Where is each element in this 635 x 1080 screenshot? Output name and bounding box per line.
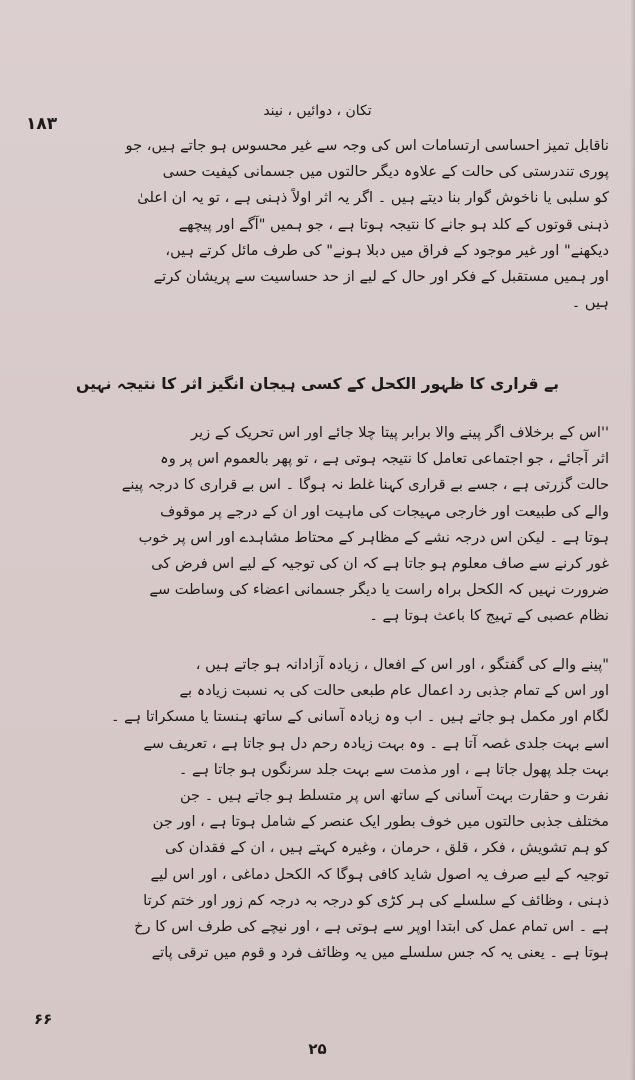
paragraph-3: [26, 652, 609, 966]
footer-left-number: ۶۶: [34, 1010, 53, 1028]
paragraph-2-text: ''اس کے برخلاف اگر پینے والا برابر پیتا چلا جائے اور اس تحریک کے زیر اثر آجائے ، جو اجتماعی تعامل کا نتیجہ ہوتی ہے ، تو پھر بالعموم اس پر وہ حالت گزرتی ہے ، جسے بے قراری کہنا غلط نہ ہوگا ۔ اس بے قراری کا درجہ پینے والے کی طبیعت اور خارجی مہیجات کی ماہیت اور ان کے درجے پر موقوف ہوتا ہے ۔ لیکن اس درجہ نشے کے مظاہر کے محتاط مشاہدے اور اس پر خوب غور کرنے سے صاف معلوم ہو جاتا ہے کہ ان کی توجیہ کے لیے اس فرض کی ضرورت نہیں کہ الکحل براہ راست یا دیگر جسمانی اعضاء کی وساطت سے نظام عصبی کے تہیج کا باعث ہوتا ہے ۔: [121, 424, 609, 625]
page-edge-shadow: [630, 0, 635, 1080]
page-number: ۱۸۳: [26, 114, 58, 134]
paragraph-1-text: ناقابل تمیز احساسی ارتسامات اس کی وجہ سے غیر محسوس ہو جاتے ہیں، جو پوری تندرستی کی حالت کے علاوہ دیگر حالتوں میں جسمانی کیفیت حسی کو سلبی یا ناخوش گوار بنا دیتے ہیں ۔ اگر یہ اثر اولاً ذہنی ہے ، تو یہ ان اعلیٰ ذہنی قوتوں کے کلد ہو جانے کا نتیجہ ہوتا ہے ، جو ہمیں "آگے اور پیچھے دیکھنے" اور غیر موجود کے فراق میں دبلا ہونے" کی طرف مائل کرتے ہیں، اور ہمیں مستقبل کے فکر اور حال کے لیے از حد حساسیت سے پریشان کرتے ہیں ۔: [125, 137, 609, 312]
paragraph-3-text: "پینے والے کی گفتگو ، اور اس کے افعال ، زیادہ آزادانہ ہو جاتے ہیں ، اور اس کے تمام جذبی رد اعمال عام طبعی حالت کی بہ نسبت زیادہ بے لگام اور مکمل ہو جاتے ہیں ۔ اب وہ زیادہ آسانی کے ساتھ ہنستا یا مسکراتا ہے ۔ اسے بہت جلدی غصہ آتا ہے ۔ وہ بہت زیادہ رحم دل ہو جاتا ہے ، تعریف سے بہت جلد پھول جاتا ہے ، اور مذمت سے بہت جلد سرنگوں ہو جاتا ہے ۔ نفرت و حقارت بہت آسانی کے ساتھ اس پر متسلط ہو جاتے ہیں ۔ جن مختلف جذبی حالتوں میں خوف بطور ایک عنصر کے شامل ہوتا ہے ، اور جن کو ہم تشویش ، فکر ، قلق ، حرمان ، وغیرہ کہتے ہیں ، ان کے فقدان کی توجیہ کے لیے صرف یہ اصول شاید کافی ہوگا کہ الکحل دماغی ، اور اس لیے ذہنی ، وظائف کے سلسلے کی ہر کڑی کو درجہ بہ درجہ کم زور اور ختم کرتا ہے ۔ اس تمام عمل کی ابتدا اوپر سے ہوتی ہے ، اور نیچے کی طرف اس کا رخ ہوتا ہے ۔ یعنی یہ کہ جس سلسلے میں یہ وظائف فرد و قوم میں ترقی پاتے: [110, 656, 609, 962]
paragraph-2: [26, 420, 609, 630]
section-heading: بے قراری کا ظہور الکحل کے کسی ہیجان انگیز اثر کا نتیجہ نہیں: [76, 375, 559, 393]
running-head: تکان ، دوائیں ، نیند: [263, 103, 372, 119]
paragraph-1: [26, 133, 609, 316]
footer-signature: ۲۵: [308, 1040, 327, 1058]
